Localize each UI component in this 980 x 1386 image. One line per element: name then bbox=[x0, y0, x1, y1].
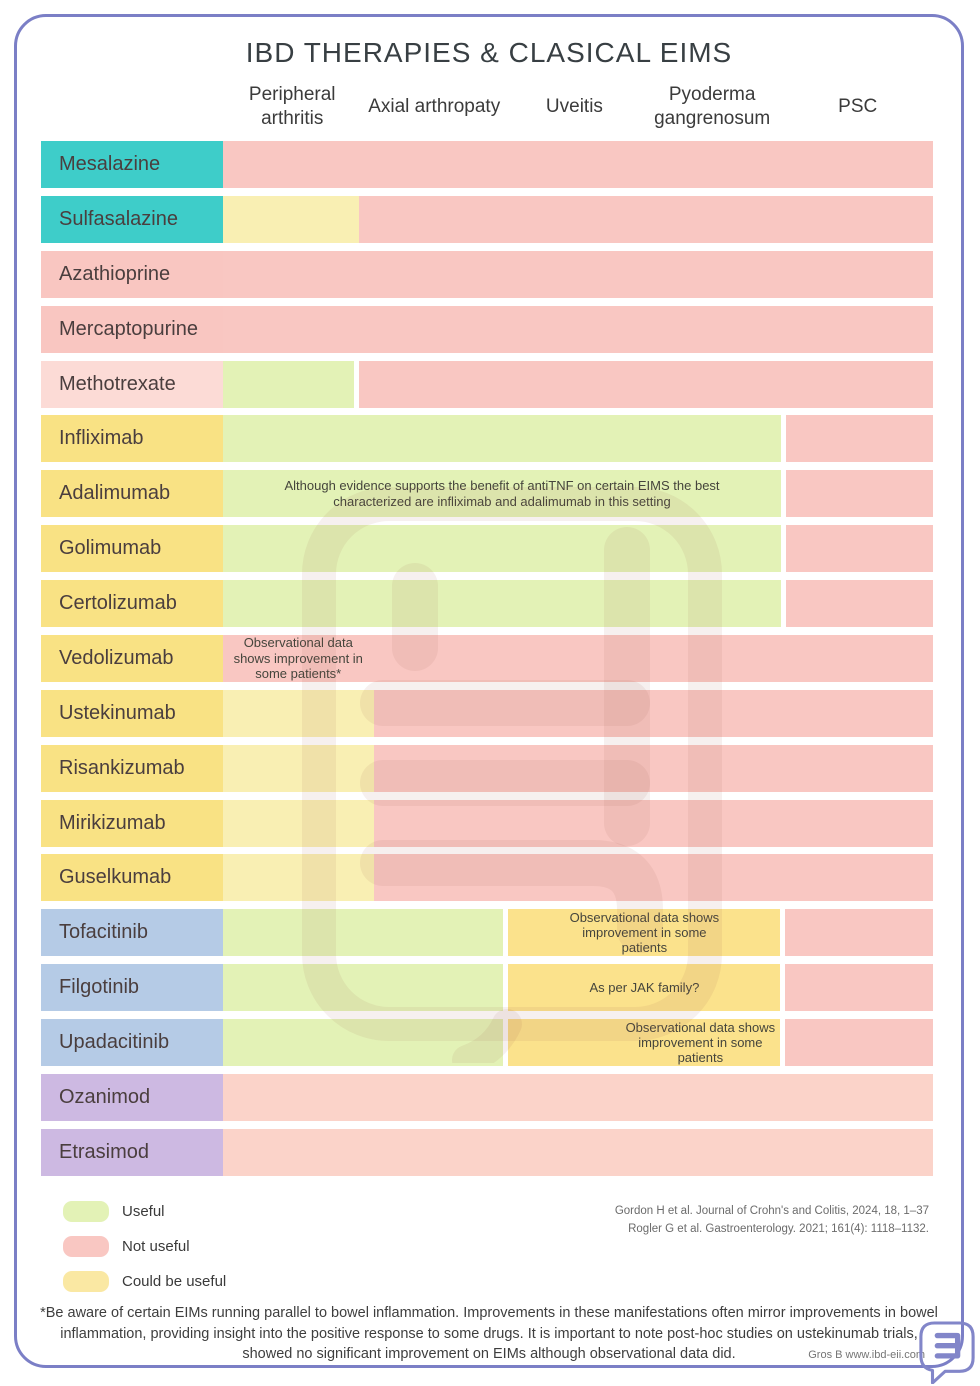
status-cell-green bbox=[223, 361, 354, 408]
status-cell-pink_light bbox=[223, 1074, 933, 1121]
therapy-row bbox=[41, 470, 933, 517]
status-strip bbox=[223, 525, 933, 572]
status-cell-green bbox=[223, 470, 781, 517]
status-cell-yellow bbox=[508, 964, 780, 1011]
therapy-row bbox=[41, 141, 933, 188]
status-strip bbox=[223, 854, 933, 901]
drug-label: Golimumab bbox=[41, 525, 223, 572]
legend-label: Not useful bbox=[122, 1238, 190, 1255]
cell-note: Observational data shows improvement in some patients bbox=[625, 1019, 776, 1066]
legend-label: Could be useful bbox=[122, 1273, 227, 1290]
legend-swatch bbox=[63, 1271, 109, 1292]
drug-label: Filgotinib bbox=[41, 964, 223, 1011]
status-cell-pink bbox=[374, 745, 933, 792]
status-cell-pink bbox=[786, 525, 933, 572]
status-cell-pink bbox=[223, 635, 374, 682]
drug-label: Upadacitinib bbox=[41, 1019, 223, 1066]
drug-label: Mesalazine bbox=[41, 141, 223, 188]
therapy-row bbox=[41, 1019, 933, 1066]
drug-label: Certolizumab bbox=[41, 580, 223, 627]
status-cell-pink bbox=[786, 580, 933, 627]
status-cell-pink bbox=[786, 470, 933, 517]
legend-swatch bbox=[63, 1201, 109, 1222]
references bbox=[615, 1203, 929, 1239]
legend-label: Useful bbox=[122, 1203, 165, 1220]
cell-note: Observational data shows improvement in some patients bbox=[569, 909, 720, 956]
status-cell-green bbox=[223, 964, 503, 1011]
status-cell-green bbox=[223, 909, 503, 956]
therapy-row bbox=[41, 306, 933, 353]
status-cell-pink bbox=[374, 854, 933, 901]
therapy-row bbox=[41, 964, 933, 1011]
column-header: Peripheral arthritis bbox=[248, 84, 336, 129]
status-strip bbox=[223, 1129, 933, 1176]
therapy-row bbox=[41, 800, 933, 847]
status-strip bbox=[223, 470, 933, 517]
drug-label: Adalimumab bbox=[41, 470, 223, 517]
drug-label: Tofacitinib bbox=[41, 909, 223, 956]
reference-line: Gordon H et al. Journal of Crohn's and Colitis, 2024, 18, 1–37 bbox=[614, 1205, 929, 1217]
status-cell-pink bbox=[785, 964, 933, 1011]
cell-note: As per JAK family? bbox=[589, 979, 700, 995]
status-cell-green bbox=[223, 415, 781, 462]
column-header: PSC bbox=[838, 96, 878, 118]
drug-label: Sulfasalazine bbox=[41, 196, 223, 243]
therapy-row bbox=[41, 1129, 933, 1176]
therapy-row bbox=[41, 690, 933, 737]
chart-card bbox=[14, 14, 964, 1368]
drug-label: Mercaptopurine bbox=[41, 306, 223, 353]
cell-note: Although evidence supports the benefit of antiTNF on certain EIMS the best characterized are infliximab and adalimumab in this setting bbox=[284, 478, 720, 509]
therapy-row bbox=[41, 580, 933, 627]
drug-label: Etrasimod bbox=[41, 1129, 223, 1176]
status-strip bbox=[223, 745, 933, 792]
drug-label: Methotrexate bbox=[41, 361, 223, 408]
therapy-row bbox=[41, 196, 933, 243]
status-strip bbox=[223, 415, 933, 462]
therapy-row bbox=[41, 415, 933, 462]
status-strip bbox=[223, 196, 933, 243]
status-strip bbox=[223, 361, 933, 408]
status-cell-yellow_pale bbox=[223, 800, 374, 847]
therapy-row bbox=[41, 525, 933, 572]
therapy-row bbox=[41, 854, 933, 901]
credit: Gros B www.ibd-eii.com bbox=[808, 1349, 925, 1361]
status-cell-yellow_pale bbox=[223, 196, 359, 243]
status-cell-pink bbox=[785, 1019, 933, 1066]
therapy-table bbox=[41, 141, 933, 1176]
status-cell-green bbox=[223, 525, 781, 572]
status-cell-green bbox=[223, 580, 781, 627]
status-cell-pink bbox=[223, 251, 933, 298]
status-cell-yellow_pale bbox=[223, 854, 374, 901]
column-header: Axial arthropaty bbox=[368, 96, 501, 118]
drug-label: Vedolizumab bbox=[41, 635, 223, 682]
drug-label: Ozanimod bbox=[41, 1074, 223, 1121]
status-strip bbox=[223, 690, 933, 737]
status-cell-pink_light bbox=[223, 1129, 933, 1176]
therapy-row bbox=[41, 745, 933, 792]
therapy-row bbox=[41, 909, 933, 956]
drug-label: Azathioprine bbox=[41, 251, 223, 298]
status-cell-pink bbox=[786, 415, 933, 462]
status-cell-yellow bbox=[508, 909, 780, 956]
status-cell-pink bbox=[359, 361, 933, 408]
legend-item bbox=[63, 1201, 226, 1222]
column-header: Pyoderma gangrenosum bbox=[654, 84, 771, 129]
status-cell-yellow bbox=[508, 1019, 780, 1066]
legend-item bbox=[63, 1271, 226, 1292]
therapy-row bbox=[41, 1074, 933, 1121]
therapy-row bbox=[41, 361, 933, 408]
status-cell-pink bbox=[374, 800, 933, 847]
status-strip bbox=[223, 1074, 933, 1121]
status-cell-pink bbox=[785, 909, 933, 956]
therapy-row bbox=[41, 251, 933, 298]
status-cell-pink bbox=[223, 306, 933, 353]
status-cell-pink bbox=[374, 635, 933, 682]
status-cell-pink bbox=[359, 196, 933, 243]
status-cell-pink bbox=[374, 690, 933, 737]
footnote: *Be aware of certain EIMs running parallel to bowel inflammation. Improvements in these manifestations often mirror improvements in bowel inflammation, providing insight into the positive response to some drugs. It is important to note post-hoc studies on ustekinumab trials, showed no significant improvement on EIMs although observational data did. bbox=[40, 1305, 938, 1363]
status-strip bbox=[223, 909, 933, 956]
column-headers bbox=[223, 75, 933, 139]
status-cell-green bbox=[223, 1019, 503, 1066]
column-header: Uveitis bbox=[545, 96, 603, 118]
status-strip bbox=[223, 580, 933, 627]
status-strip bbox=[223, 251, 933, 298]
status-cell-yellow_pale bbox=[223, 745, 374, 792]
status-strip bbox=[223, 1019, 933, 1066]
reference-line: Rogler G et al. Gastroenterology. 2021; 161(4): 1118–1132. bbox=[628, 1222, 929, 1235]
legend bbox=[63, 1201, 226, 1292]
status-cell-yellow_pale bbox=[223, 690, 374, 737]
status-cell-pink bbox=[223, 141, 933, 188]
page-title: IBD THERAPIES & CLASICAL EIMS bbox=[245, 37, 733, 68]
ibd-eii-logo-icon bbox=[918, 1320, 976, 1384]
cell-note: Observational data shows improvement in some patients* bbox=[233, 635, 363, 682]
legend-swatch bbox=[63, 1236, 109, 1257]
drug-label: Infliximab bbox=[41, 415, 223, 462]
drug-label: Risankizumab bbox=[41, 745, 223, 792]
status-strip bbox=[223, 141, 933, 188]
drug-label: Mirikizumab bbox=[41, 800, 223, 847]
drug-label: Guselkumab bbox=[41, 854, 223, 901]
status-strip bbox=[223, 800, 933, 847]
legend-item bbox=[63, 1236, 226, 1257]
status-strip bbox=[223, 964, 933, 1011]
therapy-row bbox=[41, 635, 933, 682]
drug-label: Ustekinumab bbox=[41, 690, 223, 737]
status-strip bbox=[223, 635, 933, 682]
status-strip bbox=[223, 306, 933, 353]
